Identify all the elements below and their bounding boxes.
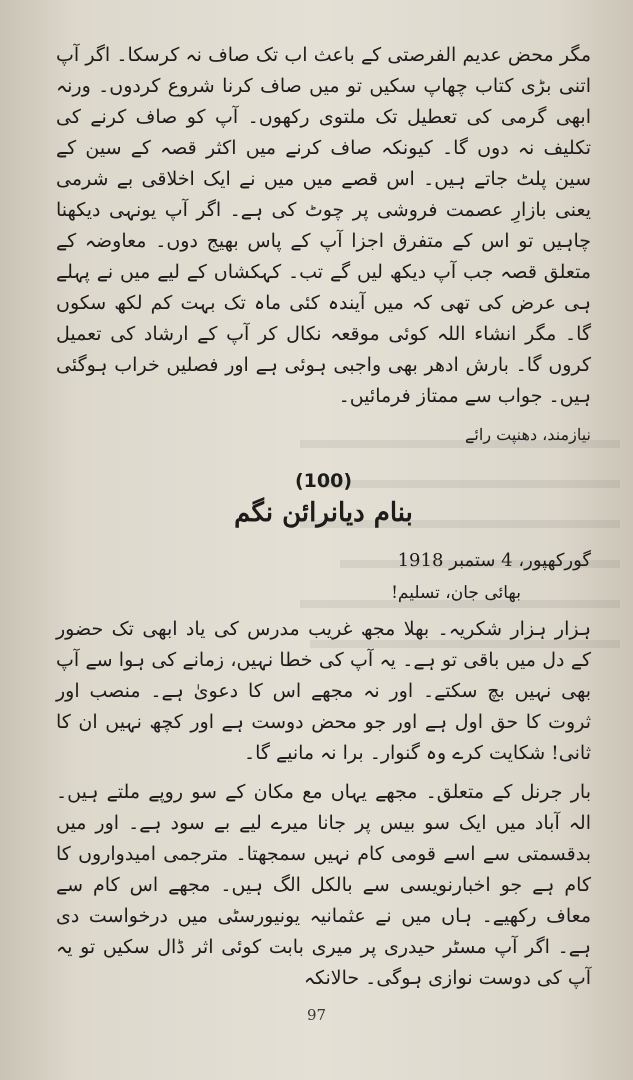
letter-body-paragraph: بار جرنل کے متعلق۔ مجھے یہاں مع مکان کے سو روپے ملتے ہیں۔ الہ آباد میں ایک سو بیس پر جانا میرے لیے بے سود ہے۔ اور میں بدقسمتی سے اسے قومی کام نہیں سمجھتا۔ مترجمی امیدواروں کا کام ہے جو اخبارنویسی سے بالکل الگ ہیں۔ مجھے اس کام سے معاف رکھیے۔ ہاں میں نے عثمانیہ یونیورسٹی میں درخواست دی ہے۔ اگر آپ مسٹر حیدری پر میری بابت کوئی اثر ڈال سکیں تو یہ آپ کی دوست نوازی ہوگی۔ حالانکہ bbox=[56, 781, 591, 989]
page-text bbox=[56, 40, 591, 994]
letter-place-date: گورکھپور، 4 ستمبر 1918 bbox=[397, 550, 591, 571]
letter-signature: نیازمند، دھنپت رائے bbox=[465, 425, 591, 444]
letter-body-paragraph: ہزار ہزار شکریہ۔ بھلا مجھ غریب مدرس کی یاد ابھی تک حضور کے دل میں باقی تو ہے۔ یہ آپ کی خطا نہیں، زمانے کی ہوا سے آپ بھی نہیں بچ سکتے۔ اور نہ مجھے اس کا دعویٰ ہے۔ منصب اور ثروت کا حق اول ہے اور جو محض دوست ہے اور کچھ نہیں ان کا ثانی! شکایت کرے وہ گنوار۔ برا نہ مانیے گا۔ bbox=[56, 618, 591, 764]
letter-heading: بنام دیانرائن نگم bbox=[234, 498, 413, 528]
letter-number: (100) bbox=[294, 470, 353, 492]
page-number: 97 bbox=[306, 1006, 327, 1024]
letter-salutation: بھائی جان، تسلیم! bbox=[391, 583, 521, 603]
letter-body-paragraph: مگر محض عدیم الفرصتی کے باعث اب تک صاف نہ کرسکا۔ اگر آپ اتنی بڑی کتاب چھاپ سکیں تو میں صاف کرنا شروع کردوں۔ ورنہ ابھی گرمی کی تعطیل تک ملتوی رکھوں۔ آپ کو صاف کرنے کی تکلیف نہ دوں گا۔ کیونکہ صاف کرنے میں اکثر قصہ کے سین کے سین پلٹ جاتے ہیں۔ اس قصے میں میں نے ایک اخلاقی بے شرمی یعنی بازارِ عصمت فروشی پر چوٹ کی ہے۔ اگر آپ یونہی دیکھنا چاہیں تو اس کے متفرق اجزا آپ کے پاس بھیج دوں۔ معاوضہ کے متعلق قصہ جب آپ دیکھ لیں گے تب۔ کہکشاں کے لیے میں نے پہلے ہی عرض کی تھی کہ میں آیندہ کئی ماہ تک بہت کم لکھ سکوں گا۔ مگر انشاء اللہ کوئی موقعہ نکال کر آپ کے ارشاد کی تعمیل کروں گا۔ بارش ادھر بھی واجبی ہوئی ہے اور فصلیں خراب ہوگئی ہیں۔ جواب سے ممتاز فرمائیں۔ bbox=[56, 44, 591, 407]
